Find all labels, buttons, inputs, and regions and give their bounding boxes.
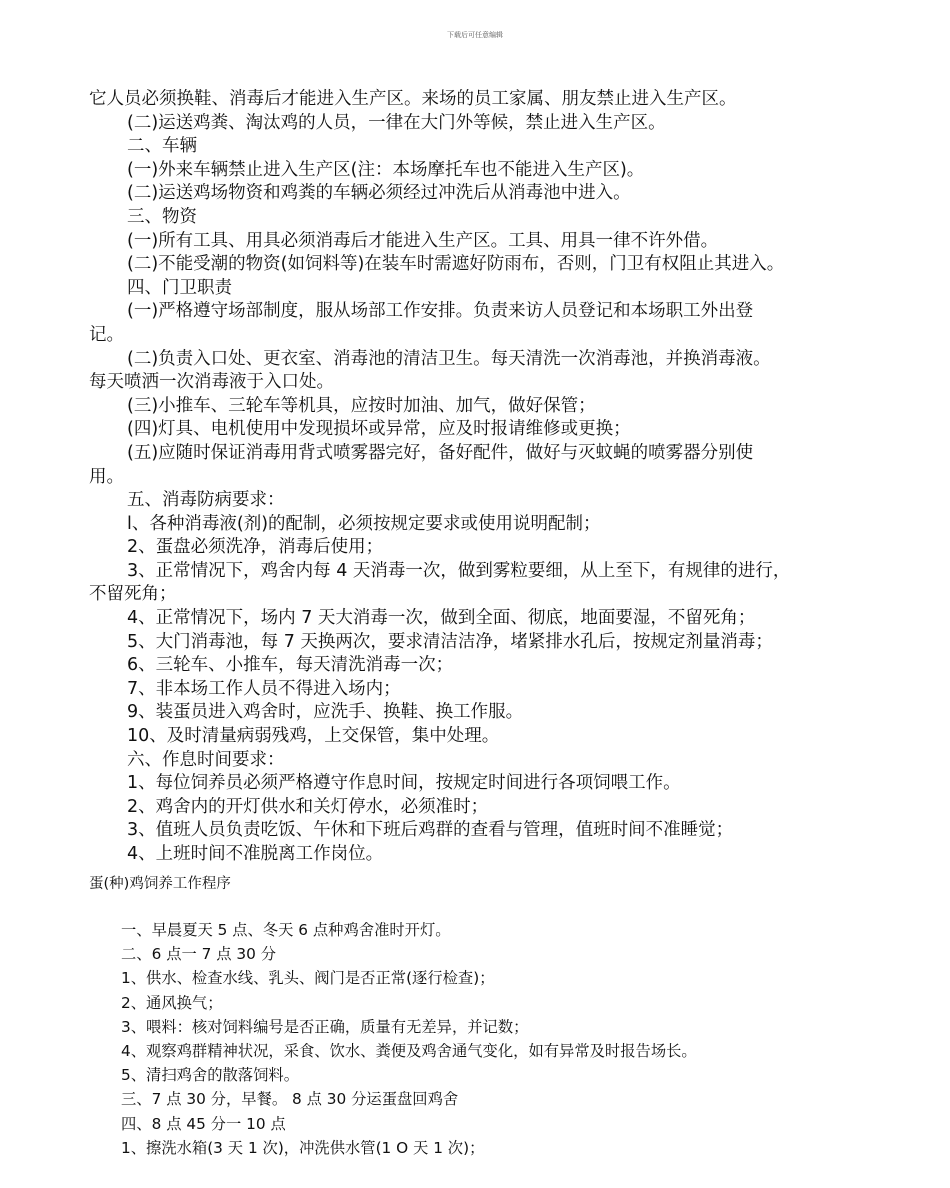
rules-line: 二、车辆 <box>127 136 197 157</box>
rules-line: (一)严格遵守场部制度，服从场部工作安排。负责来访人员登记和本场职工外出登 <box>127 301 754 322</box>
rules-line: 不留死角； <box>89 584 177 605</box>
procedure-line: 2、通风换气； <box>121 993 223 1012</box>
rules-line: l、各种消毒液(剂)的配制，必须按规定要求或使用说明配制； <box>127 513 601 534</box>
rules-line: 四、门卫职责 <box>127 277 232 298</box>
procedure-line: 1、供水、检查水线、乳头、阀门是否正常(逐行检查)； <box>121 969 495 988</box>
procedure-line: 三、7 点 30 分，早餐。 8 点 30 分运蛋盘回鸡舍 <box>121 1090 459 1109</box>
rules-line: 它人员必须换鞋、消毒后才能进入生产区。来场的员工家属、朋友禁止进入生产区。 <box>89 89 737 109</box>
rules-line: 记。 <box>89 324 124 345</box>
rules-line: (一)所有工具、用具必须消毒后才能进入生产区。工具、用具一律不许外借。 <box>127 230 719 251</box>
rules-line: 2、蛋盘必须洗净，消毒后使用； <box>127 537 384 558</box>
procedure-line: 一、早晨夏天 5 点、冬天 6 点种鸡舍准时开灯。 <box>121 921 451 939</box>
rules-line: 六、作息时间要求： <box>127 749 285 770</box>
rules-line: 4、正常情况下，场内 7 天大消毒一次，做到全面、彻底，地面要湿，不留死角； <box>127 608 756 629</box>
rules-line: 10、及时清量病弱残鸡，上交保管，集中处理。 <box>127 726 500 747</box>
rules-line: 五、消毒防病要求： <box>127 490 285 511</box>
rules-line: (二)运送鸡粪、淘汰鸡的人员，一律在大门外等候，禁止进入生产区。 <box>127 112 666 133</box>
rules-line: 1、每位饲养员必须严格遵守作息时间，按规定时间进行各项饲喂工作。 <box>127 773 681 794</box>
procedure-line: 1、擦洗水箱(3 天 1 次)，冲洗供水管(1 O 天 1 次)； <box>121 1138 485 1157</box>
procedure-line: 4、观察鸡群精神状况，采食、饮水、粪便及鸡舍通气变化，如有异常及时报告场长。 <box>121 1041 697 1060</box>
procedure-line: 二、6 点一 7 点 30 分 <box>121 945 277 964</box>
rules-line: 7、非本场工作人员不得进入场内； <box>127 678 401 699</box>
rules-line: (二)不能受潮的物资(如饲料等)在装车时需遮好防雨布，否则，门卫有权阻止其进入。 <box>127 254 785 275</box>
rules-line: (五)应随时保证消毒用背式喷雾器完好，备好配件，做好与灭蚊蝇的喷雾器分别使 <box>127 442 754 463</box>
rules-line: 5、大门消毒池，每 7 天换两次，要求清洁洁净，堵紧排水孔后，按规定剂量消毒； <box>127 631 773 652</box>
rules-line: 3、值班人员负责吃饭、午休和下班后鸡群的查看与管理，值班时间不准睡觉； <box>127 820 734 841</box>
rules-line: 4、上班时间不准脱离工作岗位。 <box>127 844 384 864</box>
rules-line: 6、三轮车、小推车，每天清洗消毒一次； <box>127 655 454 676</box>
rules-section <box>89 88 889 867</box>
rules-line: 2、鸡舍内的开灯供水和关灯停水，必须准时； <box>127 796 489 817</box>
rules-line: (二)负责入口处、更衣室、消毒池的清洁卫生。每天清洗一次消毒池，并换消毒液。 <box>127 348 771 369</box>
procedure-line: 5、清扫鸡舍的散落饲料。 <box>121 1066 299 1085</box>
rules-line: 三、物资 <box>127 206 197 227</box>
header-note: 下载后可任意编辑 <box>447 31 503 39</box>
rules-line: (三)小推车、三轮车等机具，应按时加油、加气，做好保管； <box>127 395 596 416</box>
rules-line: (一)外来车辆禁止进入生产区(注：本场摩托车也不能进入生产区)。 <box>127 159 645 180</box>
rules-line: 用。 <box>89 466 124 487</box>
rules-line: 每天喷洒一次消毒液于入口处。 <box>89 372 334 393</box>
procedure-line: 四、8 点 45 分一 10 点 <box>121 1114 286 1133</box>
rules-line: 3、正常情况下，鸡舍内每 4 天消毒一次，做到雾粒要细，从上至下，有规律的进行， <box>127 560 791 581</box>
rules-line: (四)灯具、电机使用中发现损坏或异常，应及时报请维修或更换； <box>127 419 631 440</box>
procedure-section <box>89 918 889 1160</box>
rules-line: 9、装蛋员进入鸡舍时，应洗手、换鞋、换工作服。 <box>127 702 524 723</box>
rules-line: (二)运送鸡场物资和鸡粪的车辆必须经过冲洗后从消毒池中进入。 <box>127 183 631 204</box>
procedure-title: 蛋(种)鸡饲养工作程序 <box>89 876 231 892</box>
procedure-line: 3、喂料：核对饲料编号是否正确，质量有无差异，并记数； <box>121 1017 529 1036</box>
